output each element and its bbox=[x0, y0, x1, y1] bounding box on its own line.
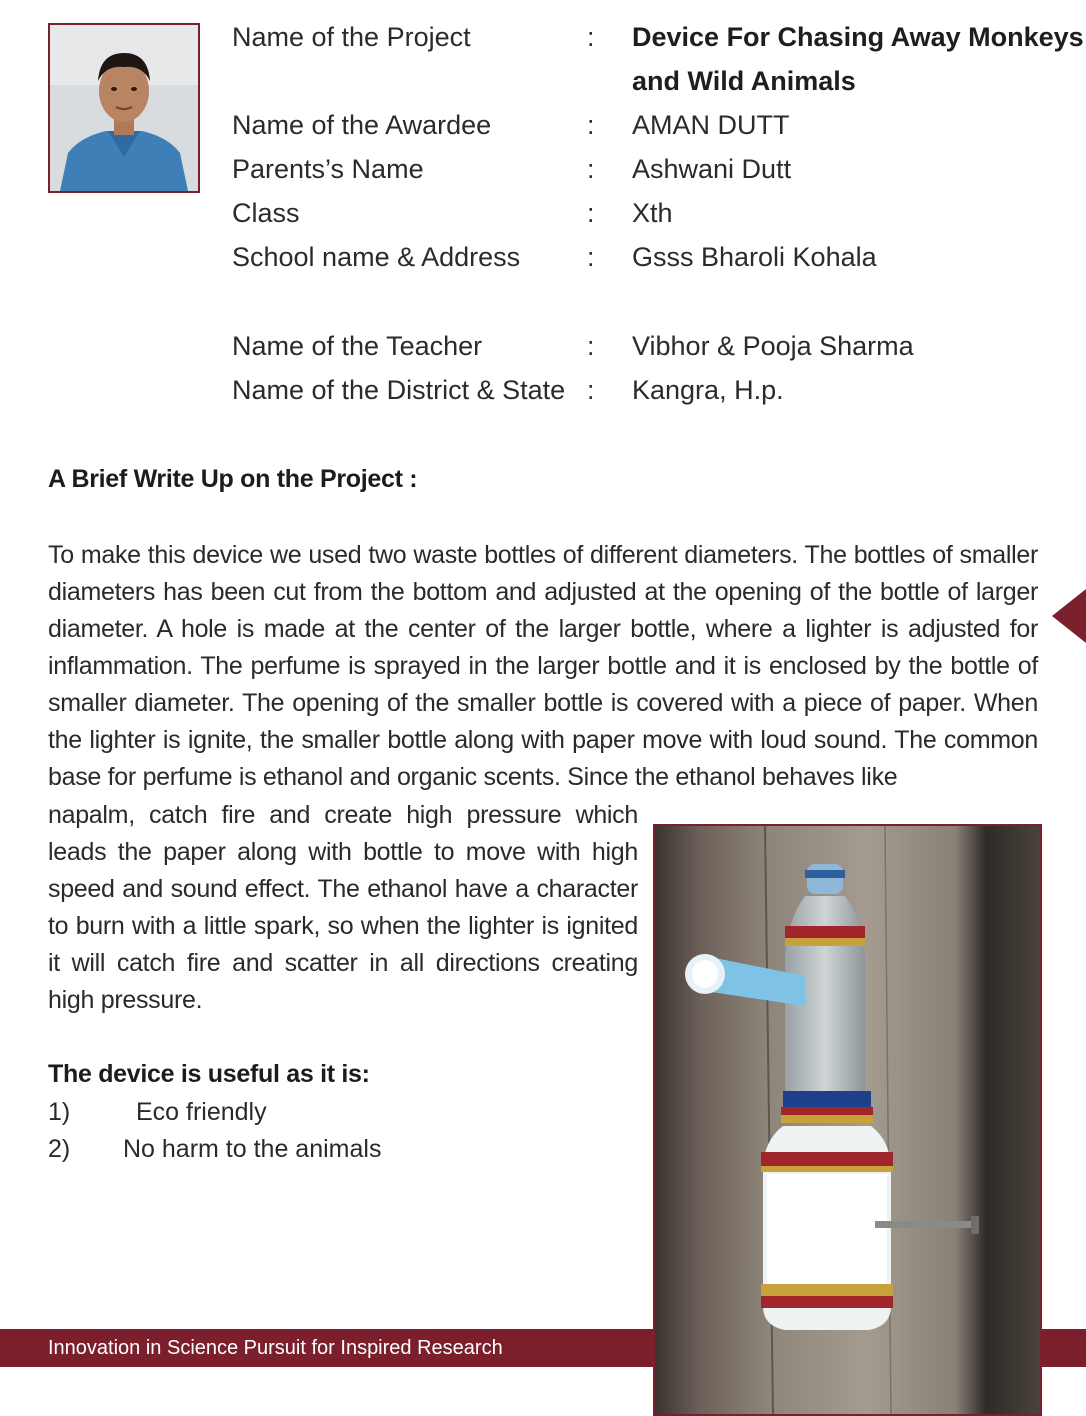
list-text: No harm to the animals bbox=[123, 1135, 382, 1163]
writeup-paragraph: To make this device we used two waste bottles of different diameters. The bottles of smaller diameters has been cut from the bottom and adjusted at the opening of the bottle of larger diameter. A hole is made at the center of the larger bottle, where a lighter is adjusted for inflammation. The perfume is sprayed in the larger bottle and it is enclosed by the bottle of smaller diameter. The opening of the smaller bottle is covered with a piece of paper. When the lighter is ignite, the smaller bottle along with paper move with loud sound. The common base for perfume is ethanol and organic scents. Since the ethanol behaves like bbox=[48, 541, 1038, 791]
field-value: Device For Chasing Away Monkeys bbox=[632, 22, 1084, 52]
footer-text: Innovation in Science Pursuit for Inspired Research bbox=[48, 1337, 503, 1359]
field-value: Xth bbox=[632, 198, 673, 228]
field-label: Name of the Awardee bbox=[232, 110, 492, 140]
writeup-heading: A Brief Write Up on the Project : bbox=[48, 465, 418, 493]
usefulness-heading: The device is useful as it is: bbox=[48, 1060, 370, 1088]
field-value: Vibhor & Pooja Sharma bbox=[632, 331, 914, 361]
field-label: Class bbox=[232, 198, 300, 228]
field-label: Name of the Teacher bbox=[232, 331, 483, 361]
field-value: AMAN DUTT bbox=[632, 110, 790, 140]
field-separator: : bbox=[587, 331, 595, 361]
field-separator: : bbox=[587, 154, 595, 184]
writeup-paragraph-continued: napalm, catch fire and create high pressure which leads the paper along with bottle to move with high speed and sound effect. The ethanol have a character to burn with a little spark, so when the lighter is ignited it will catch fire and scatter in all directions creating high pressure. bbox=[48, 801, 638, 1014]
device-photo bbox=[653, 824, 1042, 1416]
field-value: Gsss Bharoli Kohala bbox=[632, 242, 877, 272]
page-marker-arrow bbox=[1052, 589, 1086, 643]
field-separator: : bbox=[587, 22, 595, 52]
field-value: Ashwani Dutt bbox=[632, 154, 792, 184]
field-separator: : bbox=[587, 242, 595, 272]
field-separator: : bbox=[587, 110, 595, 140]
field-value-line2: and Wild Animals bbox=[632, 66, 856, 96]
field-label: Name of the District & State bbox=[232, 375, 566, 405]
field-separator: : bbox=[587, 375, 595, 405]
field-label: Name of the Project bbox=[232, 22, 471, 52]
field-value: Kangra, H.p. bbox=[632, 375, 784, 405]
student-photo bbox=[48, 23, 200, 193]
field-label: School name & Address bbox=[232, 242, 521, 272]
field-separator: : bbox=[587, 198, 595, 228]
list-number: 1) bbox=[48, 1098, 71, 1126]
list-text: Eco friendly bbox=[136, 1098, 267, 1126]
list-number: 2) bbox=[48, 1135, 71, 1163]
field-label: Parents’s Name bbox=[232, 154, 424, 184]
